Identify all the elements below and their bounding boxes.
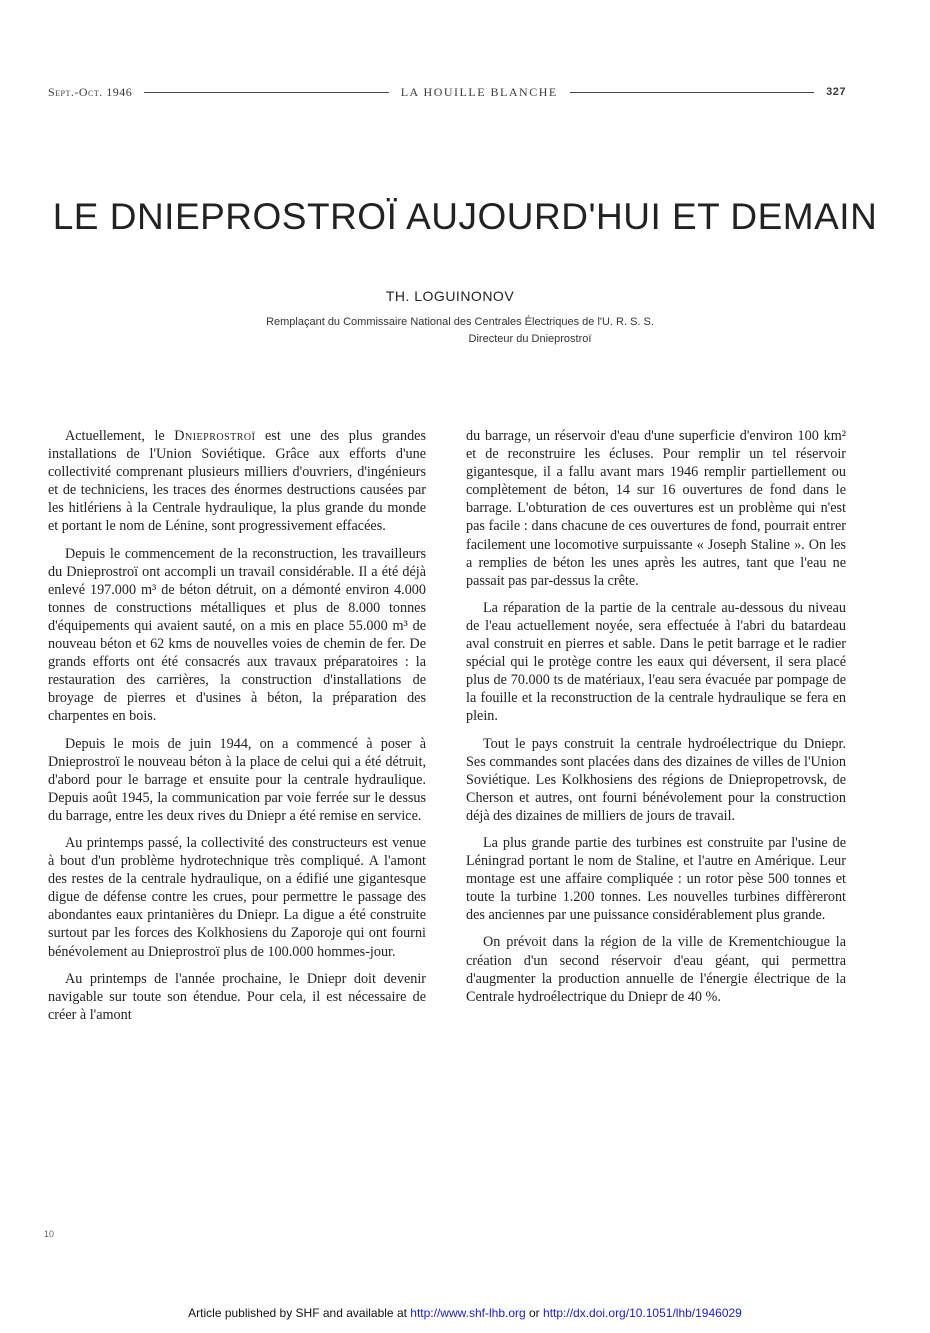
doi-link[interactable]: http://dx.doi.org/10.1051/lhb/1946029 — [543, 1306, 742, 1320]
footer-prefix: Article published by SHF and available at — [188, 1306, 411, 1320]
paragraph-5: Au printemps de l'année prochaine, le Dniepr doit devenir navigable sur toute son étendue. Pour cela, il est nécessaire de créer à l'amont — [48, 970, 426, 1023]
footer-middle: or — [525, 1306, 544, 1320]
header-rule-right — [570, 92, 814, 93]
paragraph-6: La réparation de la partie de la centrale au-dessous du niveau de l'eau actuellement noyée, sera effectuée à l'abri du batardeau aval construit en pierres et sable. Dans le petit barrage et le radier spécial qui le protège contre les eaux qui déversent, il sera placé plus de 70.000 ts de matériaux, l'eau sera évacuée par pompage de la fouille et la reconstruction de la centrale hydraulique se fera en plein. — [466, 599, 846, 725]
running-header — [48, 84, 846, 100]
publication-footer — [0, 1306, 930, 1320]
page-mark: 10 — [44, 1229, 55, 1239]
author-affiliation-1: Remplaçant du Commissaire National des Centrales Électriques de l'U. R. S. S. — [266, 316, 654, 328]
header-journal-name: LA HOUILLE BLANCHE — [400, 84, 558, 99]
author-affiliation-2: Directeur du Dnieprostroï — [468, 333, 592, 345]
paragraph-3: Depuis le mois de juin 1944, on a commencé à poser à Dnieprostroï le nouveau béton à la place de celui qui a été détruit, d'abord pour le barrage et ensuite pour la centrale hydraulique. Depuis août 1945, la communication par voie ferrée sur le dessus du barrage, entre les deux rives du Dniepr a été remise en service. — [48, 735, 426, 824]
left-column — [48, 427, 426, 1033]
dnieprostroi-smallcaps: Dnieprostroï — [174, 428, 256, 444]
paragraph-4: Au printemps passé, la collectivité des constructeurs est venue à bout d'un problème hydrotechnique très compliqué. A l'amont des restes de la centrale hydraulique, on a édifié une gigantesque digue de défense contre les crues, pour permettre le passage des abondantes eaux printanières du Dniepr. La digue a été construite surtout par les forces des Kolkhosiens du Zaporoje qui ont fourni bénévolement au Dnieprostroï plus de 100.000 hommes-jour. — [48, 834, 426, 960]
header-issue-date: Sept.-Oct. 1946 — [48, 84, 133, 99]
paragraph-5-continued: du barrage, un réservoir d'eau d'une superficie d'environ 100 km² et de reconstruire les écluses. Pour remplir un tel réservoir gigantesque, il a fallu avant mars 1946 remplir partiellement ou complètement de béton, 14 sur 16 ouvertures de fond dans le barrage. L'obturation de ces ouvertures est un problème qui n'est pas facile : dans chacune de ces ouvertures de fond, pourrait entrer facilement une locomotive surpuissante « Joseph Staline ». On les a remplies de béton les unes après les autres, tant que l'eau ne passait pas par-dessus la crête. — [466, 428, 846, 589]
shf-website-link[interactable]: http://www.shf-lhb.org — [410, 1306, 526, 1320]
paragraph-8: La plus grande partie des turbines est construite par l'usine de Léningrad portant le nom de Staline, et l'autre en Amérique. Leur montage est une affaire compliquée : un rotor pèse 500 tonnes et toute la turbine 1.200 tonnes. Les nouvelles turbines diffèreront des anciennes par une puissance considérablement plus grande. — [466, 834, 846, 924]
paragraph-9: On prévoit dans la région de la ville de Krementchiougue la création d'un second réservoir d'eau géant, qui permettra d'augmenter la production annuelle de l'énergie électrique de la Centrale hydroélectrique du Dniepr de 40 %. — [466, 934, 846, 1005]
article-title: LE DNIEPROSTROÏ AUJOURD'HUI ET DEMAIN — [52, 196, 878, 237]
right-column — [466, 427, 846, 1015]
header-page-number: 327 — [826, 86, 846, 98]
author-name: TH. LOGUINONOV — [385, 288, 515, 304]
paragraph-7: Tout le pays construit la centrale hydroélectrique du Dniepr. Ses commandes sont placées dans des dizaines de villes de l'Union Soviétique. Les Kolkhosiens des régions de Dniepropetrovsk, de Cherson et autres, ont fourni bénévolement pour la construction déjà des dizaines de milliers de jours de travail. — [466, 735, 846, 824]
paragraph-2: Depuis le commencement de la reconstruction, les travailleurs du Dnieprostroï ont accompli un travail considérable. Il a été déjà enlevé 197.000 m³ de béton détruit, on a démonté environ 4.000 tonnes de constructions métalliques et plus de 8.000 tonnes d'équipements qui avaient sauté, on a mis en place 55.000 m³ de nouveau béton et 62 kms de nouvelles voies de chemin de fer. De grands efforts ont été consacrés aux travaux préparatoires : la restauration des carrières, la construction d'installations de broyage de pierres et d'usines à béton, la préparation des charpentes en bois. — [48, 545, 426, 725]
paragraph-1: Actuellement, le Dnieprostroï est une des plus grandes installations de l'Union Soviétique. Grâce aux efforts d'une collectivité comprenant plusieurs milliers d'ouvriers, d'ingénieurs et de techniciens, les traces des énormes destructions causées par les hitlériens à la Centrale hydraulique, la plus grande du monde et portant le nom de Lénine, sont progressivement effacées. — [48, 428, 426, 535]
header-rule-left — [144, 92, 388, 93]
